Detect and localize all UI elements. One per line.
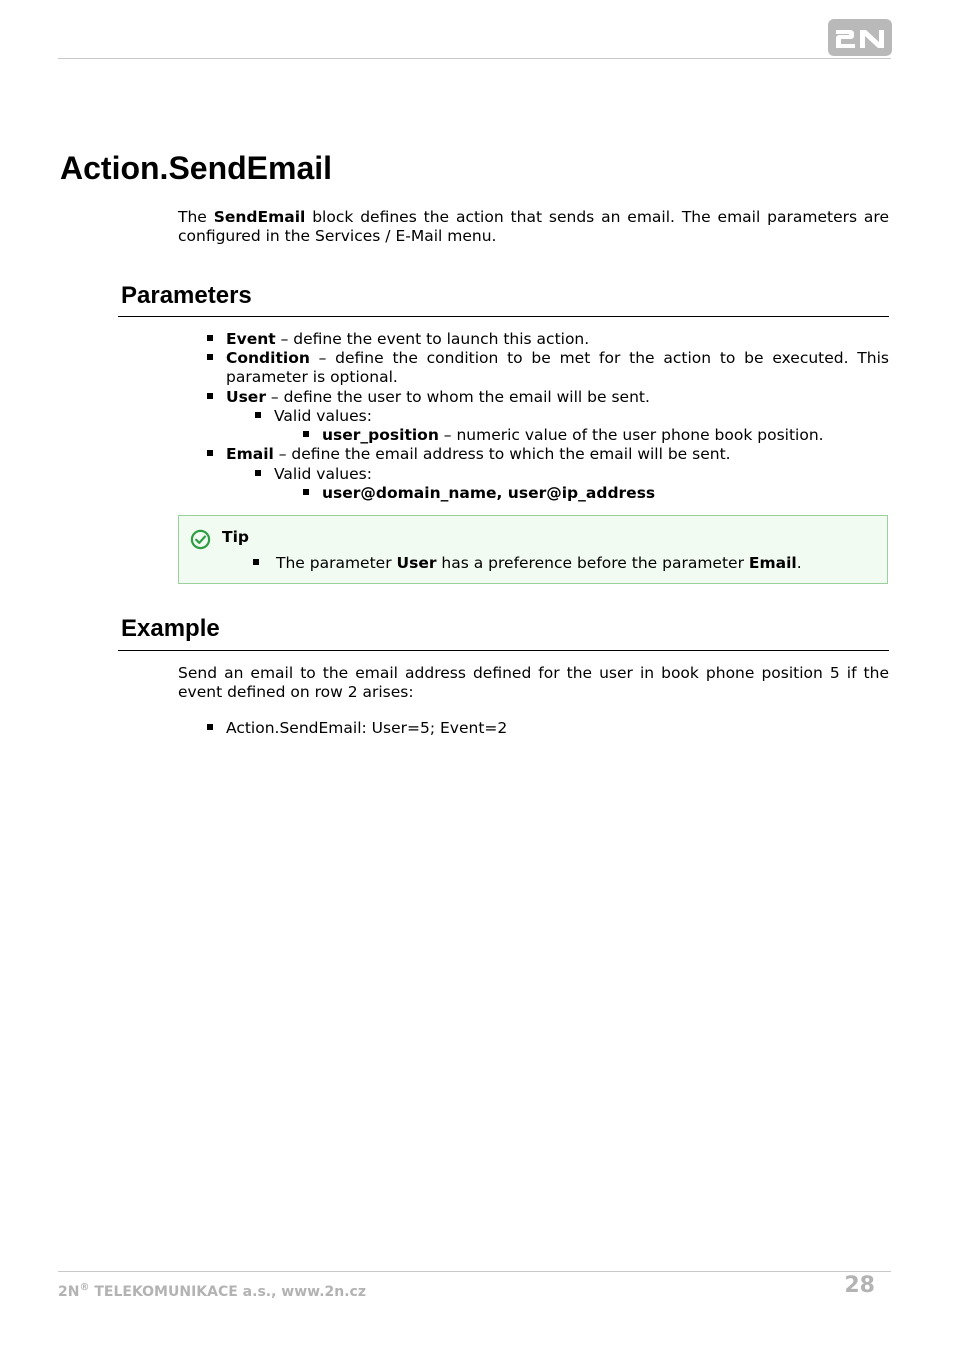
param-condition-term: Condition — [226, 349, 310, 367]
param-user-value-term: user_position — [322, 426, 439, 444]
registered-mark: ® — [79, 1282, 90, 1293]
tip-title: Tip — [222, 528, 249, 546]
tip-text-2: has a preference before the parameter — [436, 554, 749, 572]
param-email-value — [322, 484, 655, 503]
param-user-text: – define the user to whom the email will be sent. — [265, 388, 650, 406]
bullet-icon — [207, 354, 213, 360]
brand-logo-2n — [828, 19, 892, 56]
param-email-value-term: user@domain_name, user@ip_address — [322, 484, 656, 502]
bullet-icon — [303, 431, 309, 437]
param-user-term: User — [226, 388, 266, 406]
intro-paragraph — [178, 208, 889, 246]
footer-company-prefix: 2N — [58, 1284, 80, 1300]
section-rule-parameters — [118, 316, 889, 317]
param-user-value — [322, 426, 824, 445]
bullet-icon — [207, 724, 213, 730]
param-email — [226, 445, 731, 464]
intro-text-2: block defines the action that sends an email. The email parameters are configured in the Services / E-Mail menu. — [178, 208, 889, 245]
param-condition-line2: parameter is optional. — [226, 368, 398, 386]
tip-text — [276, 554, 802, 573]
section-rule-example — [118, 650, 889, 651]
param-event — [226, 330, 589, 349]
param-event-term: Event — [226, 330, 276, 348]
page-number: 28 — [844, 1273, 875, 1298]
tip-text-3: . — [796, 554, 802, 572]
bullet-icon — [253, 559, 259, 565]
footer-rule — [58, 1271, 891, 1272]
intro-text-1: The — [178, 208, 214, 226]
example-item: Action.SendEmail: User=5; Event=2 — [226, 719, 508, 737]
tip-text-1: The parameter — [276, 554, 397, 572]
bullet-icon — [255, 470, 261, 476]
param-condition-line1 — [226, 349, 889, 368]
intro-term-sendemail: SendEmail — [213, 208, 306, 226]
param-user — [226, 388, 650, 407]
bullet-icon — [303, 489, 309, 495]
param-user-value-text: – numeric value of the user phone book position. — [438, 426, 824, 444]
footer-company — [58, 1279, 366, 1301]
bullet-icon — [207, 335, 213, 341]
section-heading-example: Example — [121, 615, 220, 642]
check-circle-icon — [190, 529, 211, 550]
param-email-valid-values: Valid values: — [274, 465, 372, 483]
footer-company-rest: TELEKOMUNIKACE a.s., www.2n.cz — [89, 1284, 366, 1300]
bullet-icon — [207, 393, 213, 399]
tip-term-email: Email — [748, 554, 797, 572]
tip-box — [178, 515, 888, 584]
page-title: Action.SendEmail — [60, 150, 333, 186]
bullet-icon — [207, 450, 213, 456]
param-email-text: – define the email address to which the email will be sent. — [273, 445, 731, 463]
section-heading-parameters: Parameters — [121, 282, 252, 309]
header-rule — [58, 58, 891, 59]
param-email-term: Email — [226, 445, 274, 463]
bullet-icon — [255, 412, 261, 418]
param-user-valid-values: Valid values: — [274, 407, 372, 425]
param-condition-text: – define the condition to be met for the action to be executed. This — [309, 349, 889, 367]
tip-term-user: User — [396, 554, 437, 572]
example-paragraph: Send an email to the email address defined for the user in book phone position 5 if the event defined on row 2 arises: — [178, 664, 889, 701]
param-event-text: – define the event to launch this action. — [275, 330, 590, 348]
